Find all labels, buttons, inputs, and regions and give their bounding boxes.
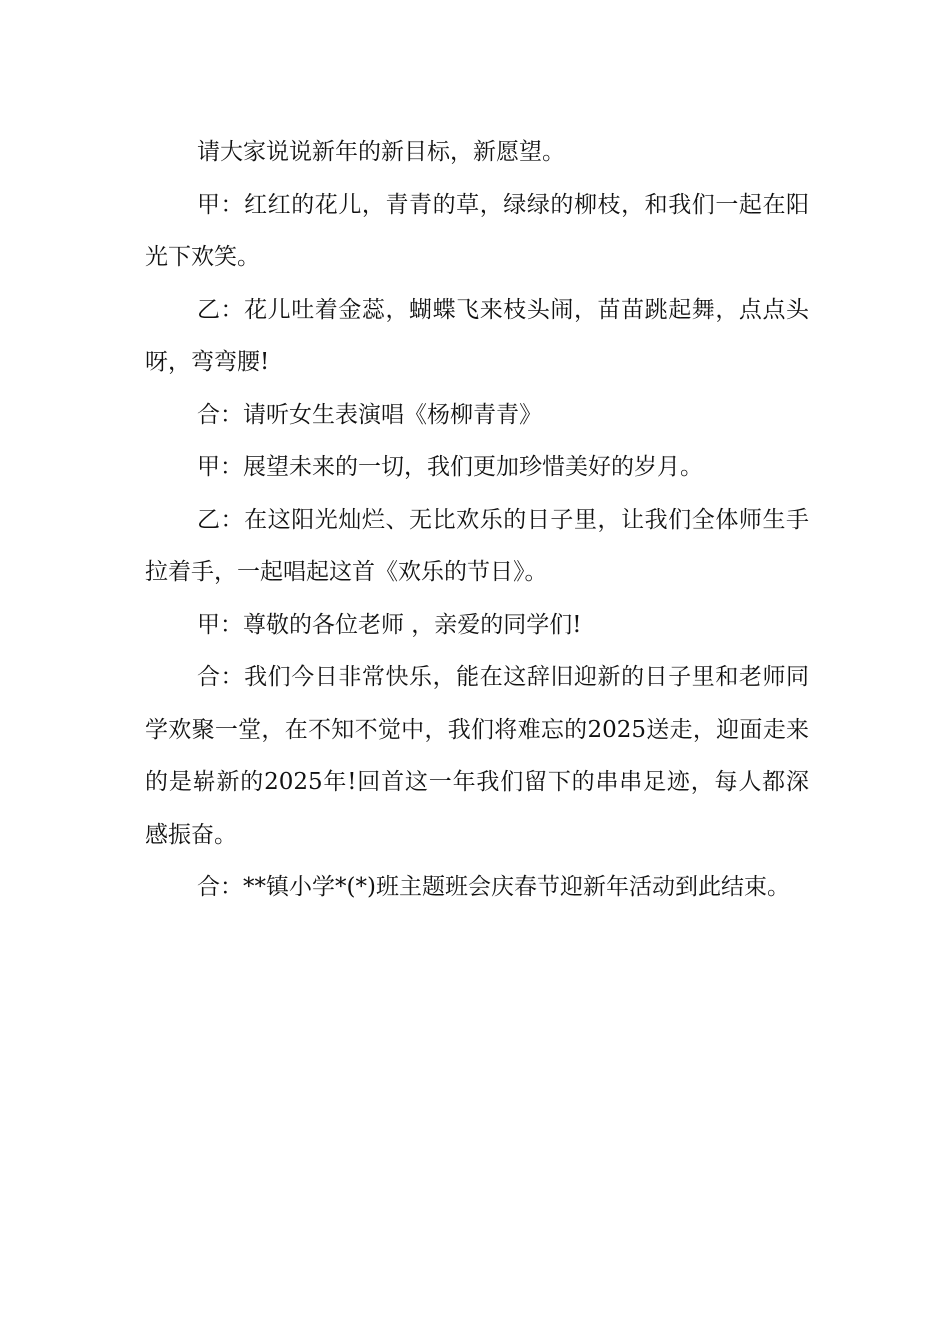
paragraph-he-closing: 合：**镇小学*(*)班主题班会庆春节迎新年活动到此结束。 bbox=[197, 874, 790, 900]
document-body bbox=[145, 126, 809, 914]
paragraph-he-song-intro: 合：请听女生表演唱《杨柳青青》 bbox=[197, 401, 542, 428]
paragraph-yi-festival-song: 乙：在这阳光灿烂、无比欢乐的日子里，让我们全体师生手拉着手，一起唱起这首《欢乐的节日》。 bbox=[145, 506, 809, 585]
paragraph-yi-butterflies: 乙：花儿吐着金蕊，蝴蝶飞来枝头闹，苗苗跳起舞，点点头呀，弯弯腰! bbox=[145, 296, 809, 375]
paragraph-jia-future: 甲：展望未来的一切，我们更加珍惜美好的岁月。 bbox=[197, 454, 703, 480]
paragraph-jia-flowers: 甲：红红的花儿，青青的草，绿绿的柳枝，和我们一起在阳光下欢笑。 bbox=[145, 191, 809, 270]
paragraph-jia-greeting: 甲：尊敬的各位老师 ，亲爱的同学们! bbox=[197, 611, 582, 638]
paragraph-he-celebration: 合：我们今日非常快乐，能在这辞旧迎新的日子里和老师同学欢聚一堂，在不知不觉中，我们将难忘的2025送走，迎面走来的是崭新的2025年!回首这一年我们留下的串串足迹，每人都深感振奋。 bbox=[145, 664, 809, 848]
paragraph-new-year-goals: 请大家说说新年的新目标，新愿望。 bbox=[197, 139, 565, 165]
